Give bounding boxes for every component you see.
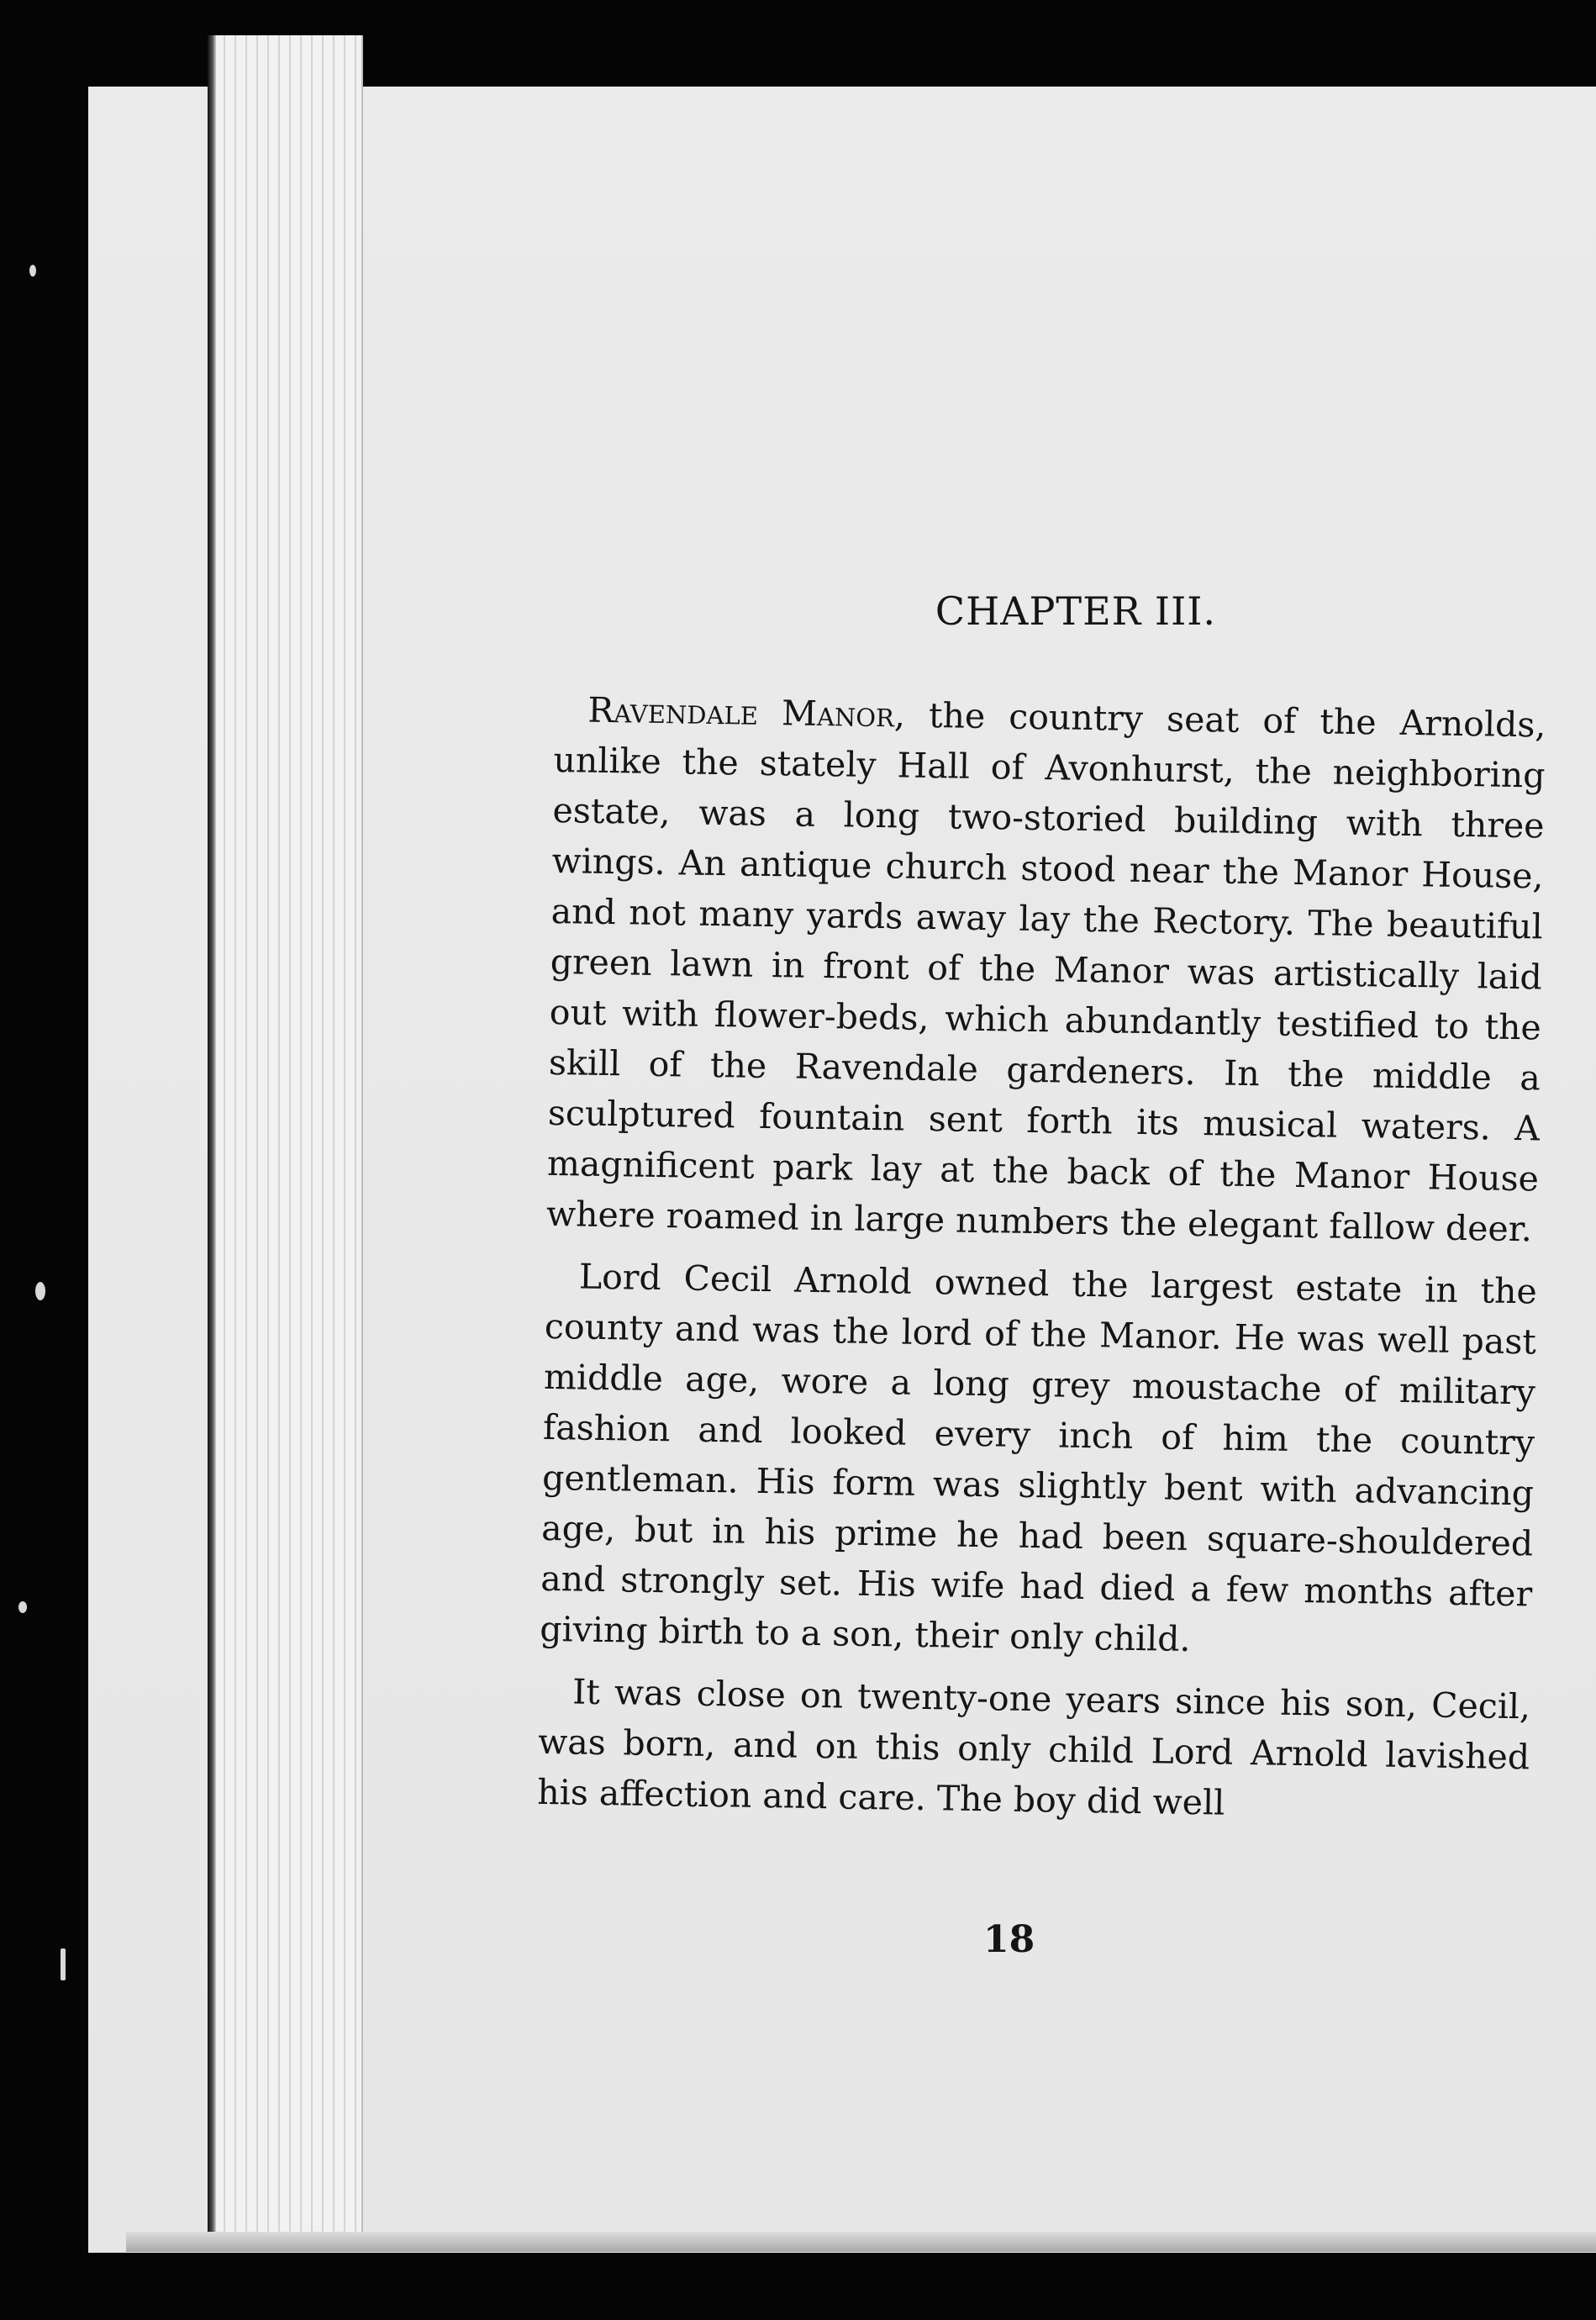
page-edges: [214, 35, 363, 2250]
paragraph-lead: Ravendale Manor,: [587, 689, 906, 736]
chapter-title: CHAPTER III.: [935, 588, 1217, 634]
paragraph-text: the country seat of the Arnolds, unlike the stately Hall of Avonhurst, the neighboring estate, was a long two-storied building with three wings. An antique church stood near the Manor House, and not many yards away lay the Rectory. The beautiful green lawn in front of the Manor was artistically laid out with flower-beds, which abundantly testified to the skill of the Ravendale gardeners. In the middle a sculptured fountain sent forth its musical waters. A magnificent park lay at the back of the Manor House where roamed in large numbers the elegant fallow deer.: [545, 694, 1546, 1250]
page-bottom-edge: [126, 2232, 1596, 2252]
body-text: [537, 684, 1546, 1832]
page-text: [536, 588, 1546, 1829]
paragraph: Lord Cecil Arnold owned the largest estate in the county and was the lord of the Manor. He was well past middle age, wore a long grey moustache of military fashion and looked every inch of him the country gentleman. His form was slightly bent with advancing age, but in his prime he had been square-shouldered and strongly set. His wife had died a few months after giving birth to a son, their only child.: [539, 1256, 1538, 1660]
page-number: 18: [983, 1918, 1035, 1961]
scan-speck: [29, 265, 36, 277]
paragraph: [546, 684, 1546, 1254]
scan-speck: [35, 1282, 45, 1300]
paragraph: It was close on twenty-one years since his son, Cecil, was born, and on this only child Lord Arnold lavished his affection and care. The boy did well: [536, 1671, 1531, 1823]
scan-speck: [61, 1948, 66, 1980]
scan-speck: [18, 1601, 27, 1613]
